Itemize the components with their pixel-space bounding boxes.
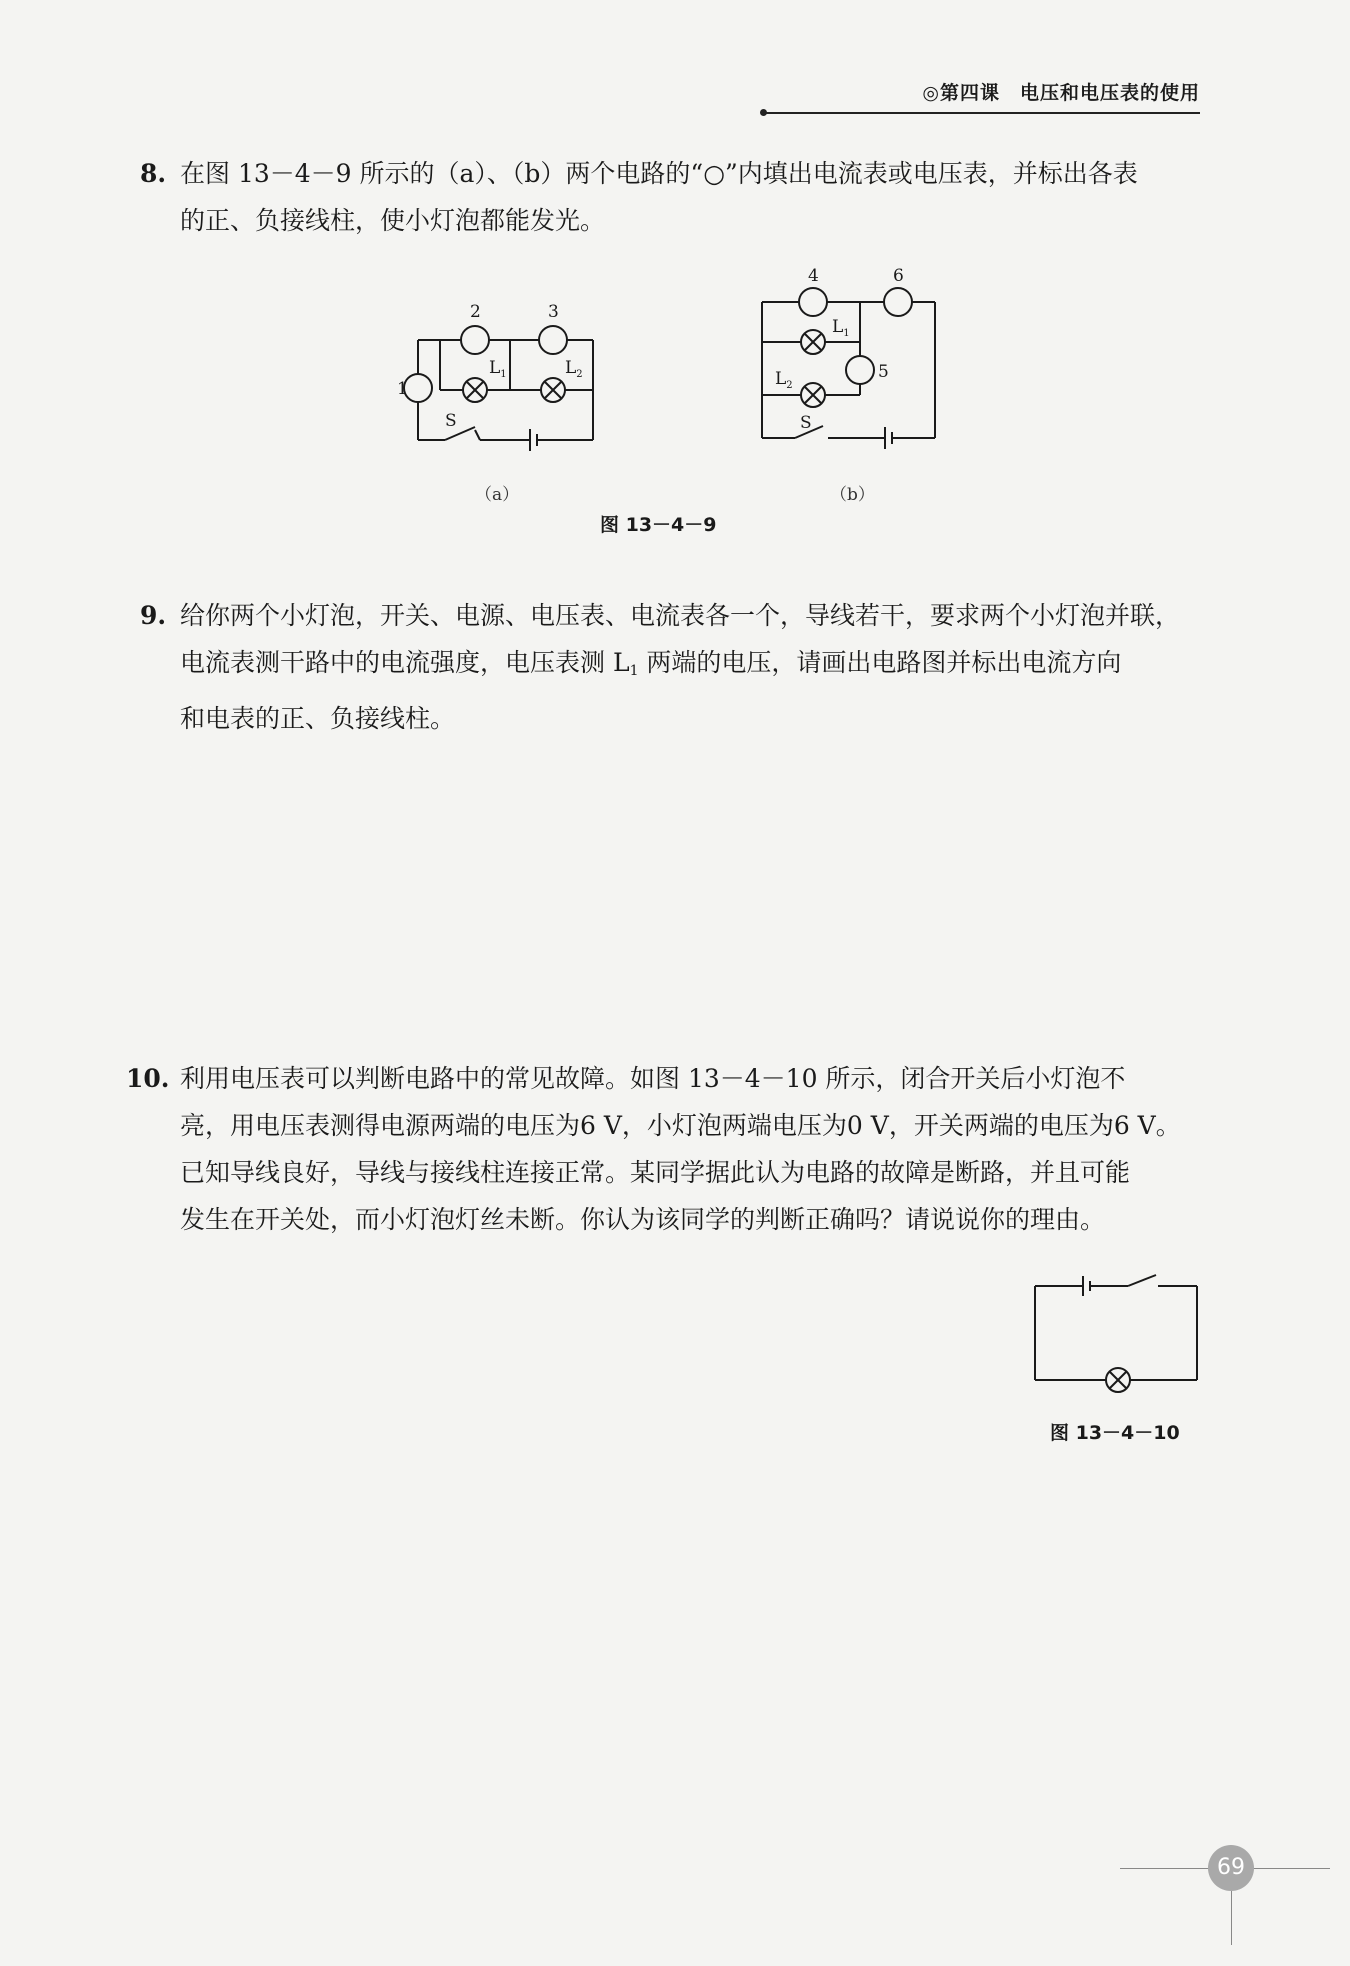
meter-2-label: 2 — [470, 302, 481, 322]
meter-4-label: 4 — [808, 266, 819, 286]
subcaption-b: （b） — [830, 485, 875, 505]
meter-6-circle — [884, 288, 912, 316]
problem-line: 的正、负接线柱，使小灯泡都能发光。 — [180, 206, 606, 235]
lamp-l1-label: $L_1$ — [489, 358, 507, 380]
problem-line: 给你两个小灯泡，开关、电源、电压表、电流表各一个，导线若干，要求两个小灯泡并联， — [180, 601, 1181, 630]
figure-caption: 图 13－4－9 — [600, 514, 717, 536]
lamp-l2-label: $L_2$ — [775, 369, 793, 391]
problem-line: 在图 13－4－9 所示的（a）、（b）两个电路的“○”内填出电流表或电压表，并标出各表 — [180, 159, 1138, 188]
problem-number: 9. — [140, 601, 167, 630]
problem-line: 利用电压表可以判断电路中的常见故障。如图 13－4－10 所示，闭合开关后小灯泡不 — [180, 1064, 1126, 1093]
page-header — [760, 78, 1200, 118]
lamp-l2-label: $L_2$ — [565, 358, 583, 380]
meter-5-label: 5 — [878, 362, 889, 382]
page-number: 69 — [1208, 1845, 1254, 1891]
problem-9 — [130, 592, 1210, 742]
meter-1-label: 1 — [397, 379, 408, 399]
meter-3-circle — [539, 326, 567, 354]
circuit-diagram-13-4-10 — [1033, 1268, 1203, 1383]
meter-4-circle — [799, 288, 827, 316]
problem-text — [180, 150, 1210, 244]
circuit-diagram-a — [385, 295, 605, 465]
meter-6-label: 6 — [893, 266, 904, 286]
page-number-vrule — [1231, 1891, 1232, 1945]
problem-text — [180, 1055, 1210, 1243]
problem-line: 和电表的正、负接线柱。 — [180, 704, 456, 733]
problem-line: 亮，用电压表测得电源两端的电压为6 V，小灯泡两端电压为0 V，开关两端的电压为6 V。 — [180, 1111, 1181, 1140]
lesson-title: ◎第四课 电压和电压表的使用 — [922, 82, 1200, 104]
page-number-area — [1120, 1845, 1330, 1945]
meter-5-circle — [846, 356, 874, 384]
meter-1-circle — [404, 374, 432, 402]
problem-line: 发生在开关处，而小灯泡灯丝未断。你认为该同学的判断正确吗？请说说你的理由。 — [180, 1205, 1106, 1234]
meter-3-label: 3 — [548, 302, 559, 322]
switch-label: S — [445, 411, 457, 431]
lamp-l1-label: $L_1$ — [832, 317, 850, 339]
figure-caption: 图 13－4－10 — [1050, 1422, 1180, 1444]
problem-number: 10. — [126, 1064, 170, 1093]
switch-label: S — [800, 413, 812, 433]
problem-text — [180, 592, 1210, 742]
problem-line: 电流表测干路中的电流强度，电压表测 $L_1$ 两端的电压，请画出电路图并标出电流方向 — [180, 648, 1122, 679]
problem-10 — [126, 1055, 1210, 1243]
problem-number: 8. — [140, 159, 167, 188]
problem-8 — [130, 150, 1210, 244]
meter-2-circle — [461, 326, 489, 354]
subcaption-a: （a） — [475, 485, 520, 505]
header-rule — [764, 112, 1200, 114]
problem-line: 已知导线良好，导线与接线柱连接正常。某同学据此认为电路的故障是断路，并且可能 — [180, 1158, 1131, 1187]
circuit-diagram-b — [740, 260, 940, 460]
